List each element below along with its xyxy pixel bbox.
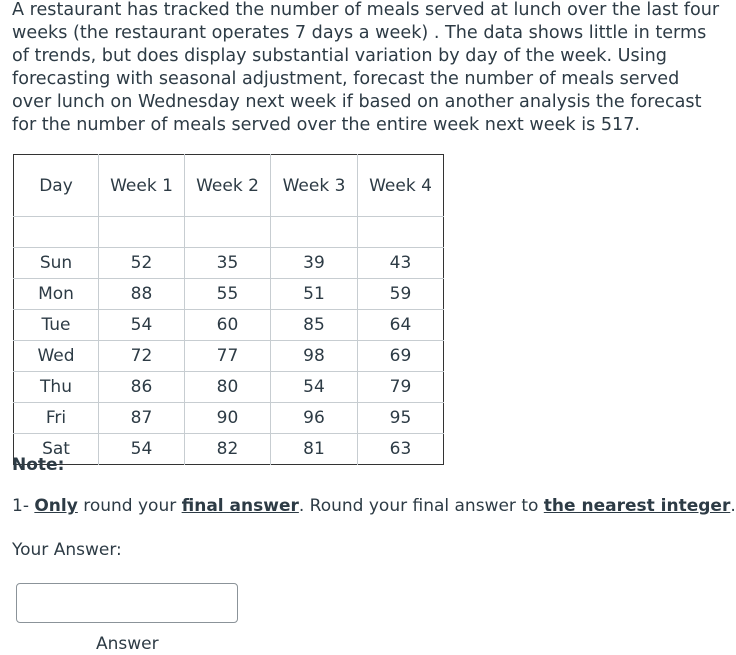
day-cell: Fri — [14, 403, 99, 434]
value-cell: 80 — [185, 372, 271, 403]
meals-data-table — [13, 154, 444, 465]
header-week-2: Week 2 — [185, 155, 271, 217]
value-cell: 35 — [185, 248, 271, 279]
value-cell: 69 — [358, 341, 444, 372]
note-suffix: . — [730, 496, 736, 516]
day-cell: Tue — [14, 310, 99, 341]
note-label: Note: — [12, 455, 65, 475]
header-week-3: Week 3 — [271, 155, 358, 217]
value-cell: 96 — [271, 403, 358, 434]
value-cell: 88 — [99, 279, 185, 310]
your-answer-label: Your Answer: — [12, 540, 122, 560]
rounding-instruction — [12, 496, 736, 516]
value-cell: 98 — [271, 341, 358, 372]
value-cell: 77 — [185, 341, 271, 372]
table-row — [14, 372, 444, 403]
table-row — [14, 310, 444, 341]
table-row — [14, 279, 444, 310]
day-cell: Thu — [14, 372, 99, 403]
value-cell: 51 — [271, 279, 358, 310]
value-cell: 86 — [99, 372, 185, 403]
table-row — [14, 248, 444, 279]
header-week-1: Week 1 — [99, 155, 185, 217]
day-cell: Mon — [14, 279, 99, 310]
value-cell: 79 — [358, 372, 444, 403]
day-cell: Sat — [42, 439, 70, 459]
note-final-answer: final answer — [181, 496, 299, 516]
note-only: Only — [34, 496, 78, 516]
table-row — [14, 341, 444, 372]
value-cell: 87 — [99, 403, 185, 434]
table-row — [14, 434, 444, 465]
note-mid-1: round your — [77, 496, 182, 516]
value-cell: 59 — [358, 279, 444, 310]
table-row — [14, 403, 444, 434]
value-cell: 63 — [358, 434, 444, 465]
value-cell: 43 — [358, 248, 444, 279]
answer-input[interactable] — [16, 583, 238, 623]
value-cell: 95 — [358, 403, 444, 434]
value-cell: 54 — [271, 372, 358, 403]
day-cell: Sun — [14, 248, 99, 279]
value-cell: 54 — [99, 434, 185, 465]
note-prefix: 1- — [12, 496, 35, 516]
value-cell: 64 — [358, 310, 444, 341]
note-mid-2: . Round your final answer to — [298, 496, 544, 516]
value-cell: 55 — [185, 279, 271, 310]
value-cell: 52 — [99, 248, 185, 279]
note-nearest-integer: the nearest integer — [543, 496, 731, 516]
question-text: A restaurant has tracked the number of meals served at lunch over the last four weeks (the restaurant operates 7 days a week) . The data shows little in terms of trends, but does display substantial variation by day of the week. Using forecasting with seasonal adjustment, forecast the number of meals served over lunch on Wednesday next week if based on another analysis the forecast for the number of meals served over the entire week next week is 517. — [12, 0, 720, 135]
value-cell: 85 — [271, 310, 358, 341]
value-cell: 82 — [185, 434, 271, 465]
day-cell: Wed — [14, 341, 99, 372]
header-week-4: Week 4 — [358, 155, 444, 217]
value-cell: 39 — [271, 248, 358, 279]
value-cell: 90 — [185, 403, 271, 434]
value-cell: 60 — [185, 310, 271, 341]
answer-caption: Answer — [96, 634, 159, 654]
value-cell: 72 — [99, 341, 185, 372]
table-header-row — [14, 155, 444, 217]
header-day: Day — [14, 155, 99, 217]
value-cell: 81 — [271, 434, 358, 465]
value-cell: 54 — [99, 310, 185, 341]
